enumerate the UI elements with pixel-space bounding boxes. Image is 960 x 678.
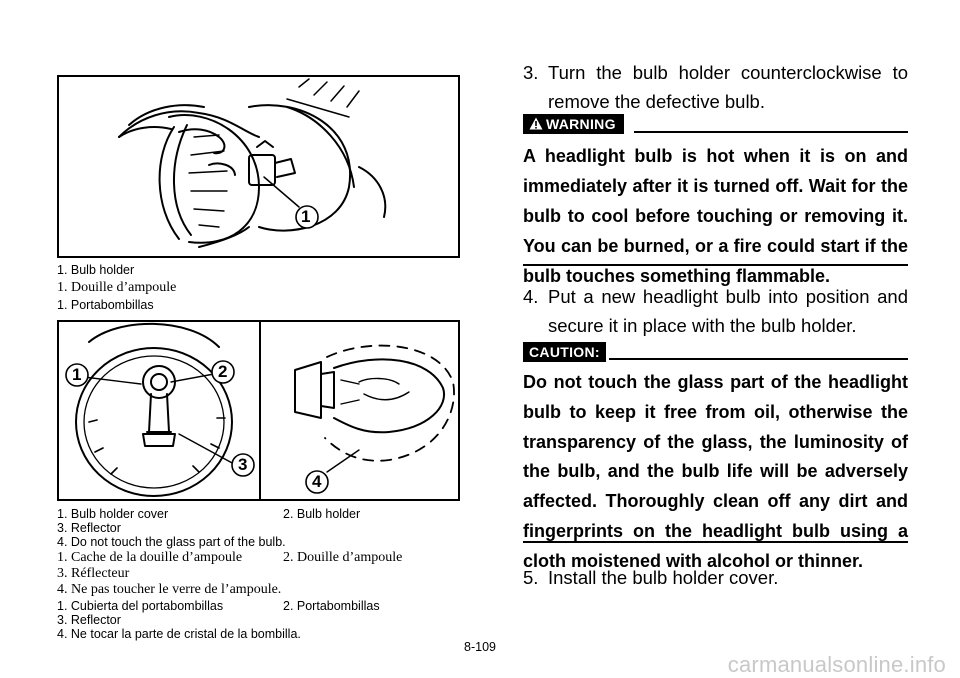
figure-bulb-assembly-drawing [59,322,458,499]
figure2-caption-en-row3: 4. Do not touch the glass part of the bulb. [57,535,286,549]
caption-item: 2. Bulb holder [283,507,361,521]
step-5 [523,563,908,592]
step-number: 4. [523,286,539,307]
caption-item: 1. Cubierta del portabombillas [57,599,224,613]
warning-bottom-rule [523,264,908,266]
figure-bulb-assembly [57,320,460,501]
step-text: Turn the bulb holder counterclockwise to remove the defective bulb. [548,62,908,112]
warning-header-rule [634,131,908,133]
figure2-caption-fr-row3: 4. Ne pas toucher le verre de l’ampoule. [57,582,282,597]
figure2-caption-es-row2: 3. Reflector [57,613,121,627]
figure1-caption-es: 1. Portabombillas [57,298,154,312]
step-4 [523,282,908,340]
figure1-caption-fr: 1. Douille d’ampoule [57,280,177,295]
step-text: Install the bulb holder cover. [548,567,779,588]
figure2-caption-en-row2: 3. Reflector [57,521,121,535]
figure2-caption-en-row1 [57,507,361,521]
figure2-caption-fr-row1 [57,550,403,565]
step-number: 3. [523,62,539,83]
watermark: carmanualsonline.info [727,652,946,677]
page-number: 8-109 [464,640,496,654]
callout-number: 3 [238,455,248,474]
figure-bulb-holder-drawing [59,77,458,256]
figure2-caption-es-row3: 4. Ne tocar la parte de cristal de la bombilla. [57,627,301,641]
figure-bulb-holder [57,75,460,258]
warning-text: A headlight bulb is hot when it is on and immediately after it is turned off. Wait for the bulb to cool before touching or removing it. You can be burned, or a fire could start if the bulb touches something flammable. [523,146,908,286]
caption-item: 2. Portabombillas [283,599,380,613]
figure2-caption-es-row1 [57,599,380,613]
warning-triangle-icon [529,117,543,130]
callout-number: 1 [301,207,311,226]
warning-badge [523,114,624,134]
warning-label: WARNING [546,116,616,132]
callout-number: 2 [218,362,228,381]
caution-header-rule [609,358,908,360]
figure2-caption-fr-row2: 3. Réflecteur [57,566,130,581]
caption-item: 2. Douille d’ampoule [283,550,403,565]
step-3 [523,58,908,116]
callout-number: 4 [312,472,322,491]
caption-item: 1. Bulb holder cover [57,507,169,521]
caution-bottom-rule [523,541,908,543]
caution-text: Do not touch the glass part of the headlight bulb to keep it free from oil, otherwise the transparency of the glass, the luminosity of the bulb, and the bulb life will be adversely affected. Thoroughly clean off any dirt and fingerprints on the headlight bulb using a cloth moistened with alcohol or thinner. [523,372,908,571]
step-text: Put a new headlight bulb into position and secure it in place with the bulb holder. [548,286,908,336]
callout-number: 1 [72,365,82,384]
caution-badge: CAUTION: [523,342,606,362]
step-number: 5. [523,567,539,588]
caption-item: 1. Cache de la douille d’ampoule [57,550,243,565]
figure1-caption-en: 1. Bulb holder [57,263,135,277]
